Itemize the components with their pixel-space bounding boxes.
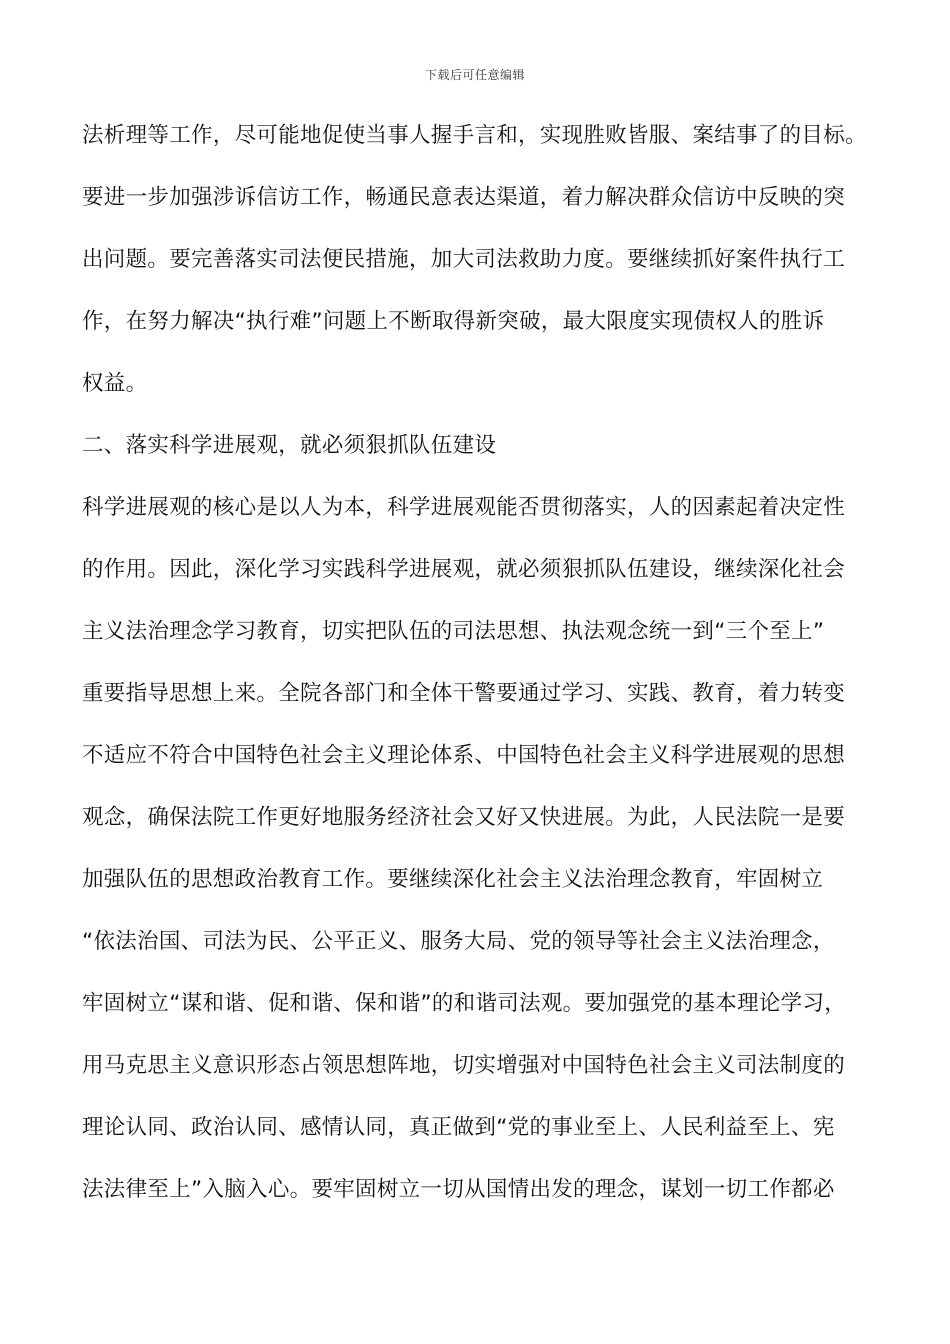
- page-header: 下载后可任意编辑: [424, 68, 525, 82]
- text-line: 作，在努力解决“执行难”问题上不断取得新突破，最大限度实现债权人的胜诉: [82, 309, 825, 334]
- text-line: “依法治国、司法为民、公平正义、服务大局、党的领导等社会主义法治理念，: [82, 929, 835, 954]
- text-line: 用马克思主义意识形态占领思想阵地，切实增强对中国特色社会主义司法制度的: [82, 1053, 846, 1078]
- text-line: 出问题。要完善落实司法便民措施，加大司法救助力度。要继续抓好案件执行工: [82, 247, 846, 272]
- text-line: 权益。: [82, 371, 148, 396]
- text-line: 主义法治理念学习教育，切实把队伍的司法思想、执法观念统一到“三个至上”: [82, 619, 825, 644]
- text-line: 理论认同、政治认同、感情认同，真正做到“党的事业至上、人民利益至上、宪: [82, 1115, 835, 1140]
- text-line: 法析理等工作，尽可能地促使当事人握手言和，实现胜败皆服、案结事了的目标。: [82, 123, 867, 148]
- text-line: 加强队伍的思想政治教育工作。要继续深化社会主义法治理念教育，牢固树立: [82, 867, 824, 892]
- text-line: 不适应不符合中国特色社会主义理论体系、中国特色社会主义科学进展观的思想: [82, 743, 846, 768]
- document-body: [82, 118, 882, 1234]
- text-line: 要进一步加强涉诉信访工作，畅通民意表达渠道，着力解决群众信访中反映的突: [82, 185, 846, 210]
- text-line: 科学进展观的核心是以人为本，科学进展观能否贯彻落实，人的因素起着决定性: [82, 495, 846, 520]
- text-line: 法法律至上”入脑入心。要牢固树立一切从国情出发的理念，谋划一切工作都必: [82, 1177, 835, 1202]
- section-heading: 二、落实科学进展观，就必须狠抓队伍建设: [82, 433, 497, 458]
- text-line: 重要指导思想上来。全院各部门和全体干警要通过学习、实践、教育，着力转变: [82, 681, 846, 706]
- text-line: 牢固树立“谋和谐、促和谐、保和谐”的和谐司法观。要加强党的基本理论学习，: [82, 991, 847, 1016]
- text-line: 的作用。因此，深化学习实践科学进展观，就必须狠抓队伍建设，继续深化社会: [82, 557, 846, 582]
- text-line: 观念，确保法院工作更好地服务经济社会又好又快进展。为此，人民法院一是要: [82, 805, 846, 830]
